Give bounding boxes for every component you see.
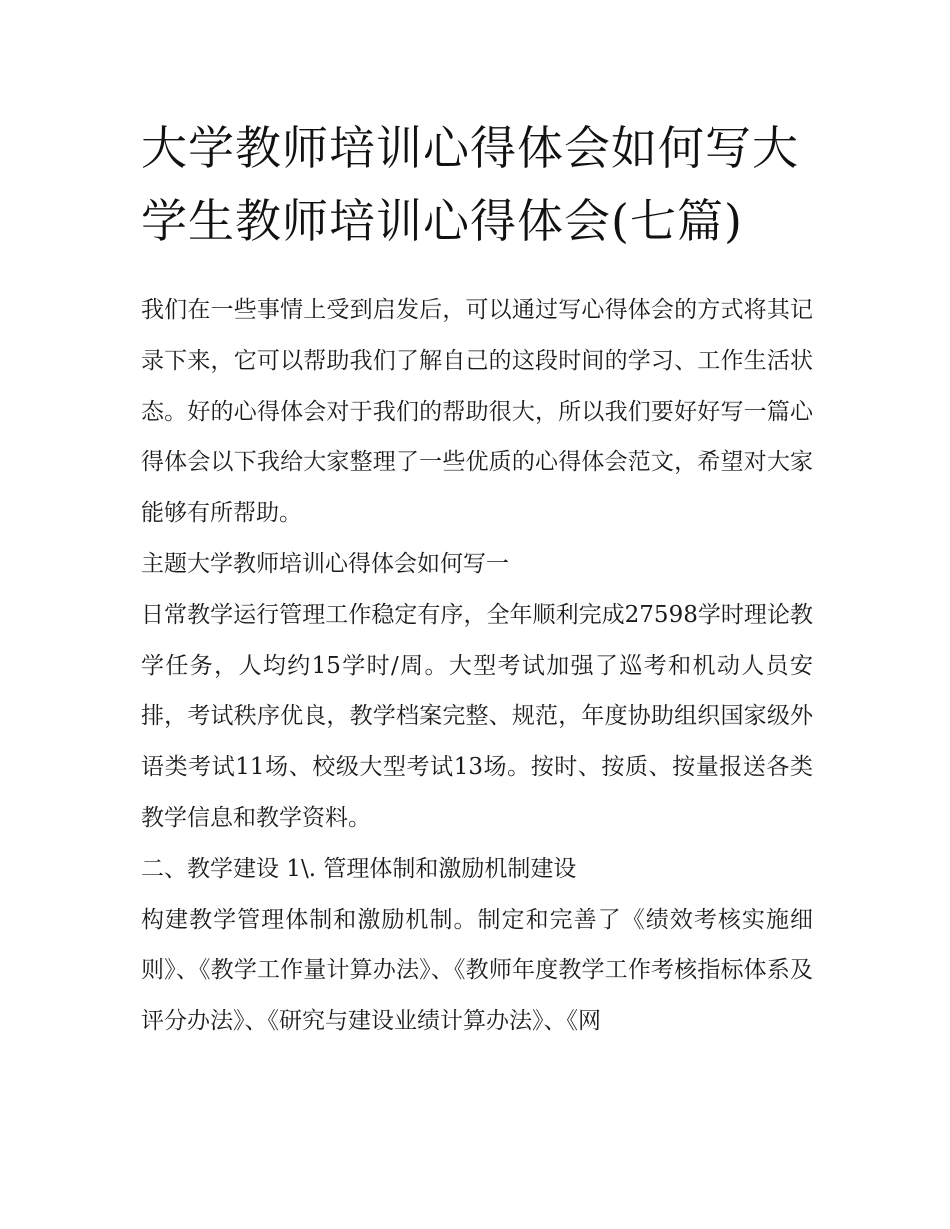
section-heading-topic: 主题大学教师培训心得体会如何写一 <box>141 550 509 577</box>
intro-paragraph: 我们在一些事情上受到启发后，可以通过写心得体会的方式将其记录下来，它可以帮助我们了解自己的这段时间的学习、工作生活状态。好的心得体会对于我们的帮助很大，所以我们要好好写一篇心得体会以下我给大家整理了一些优质的心得体会范文，希望对大家能够有所帮助。 <box>141 297 813 527</box>
document-body <box>141 112 813 1047</box>
section-heading-teaching-construction: 二、教学建设 1\. 管理体制和激励机制建设 <box>141 855 577 882</box>
document-title: 大学教师培训心得体会如何写大学生教师培训心得体会(七篇) <box>141 121 799 248</box>
management-system-paragraph: 构建教学管理体制和激励机制。制定和完善了《绩效考核实施细则》、《教学工作量计算办法》、《教师年度教学工作考核指标体系及评分办法》、《研究与建设业绩计算办法》、《网 <box>141 906 813 1035</box>
teaching-operations-paragraph: 日常教学运行管理工作稳定有序，全年顺利完成27598学时理论教学任务，人均约15学时/周。大型考试加强了巡考和机动人员安排，考试秩序优良，教学档案完整、规范，年度协助组织国家级外语类考试11场、校级大型考试13场。按时、按质、按量报送各类教学信息和教学资料。 <box>141 601 813 831</box>
